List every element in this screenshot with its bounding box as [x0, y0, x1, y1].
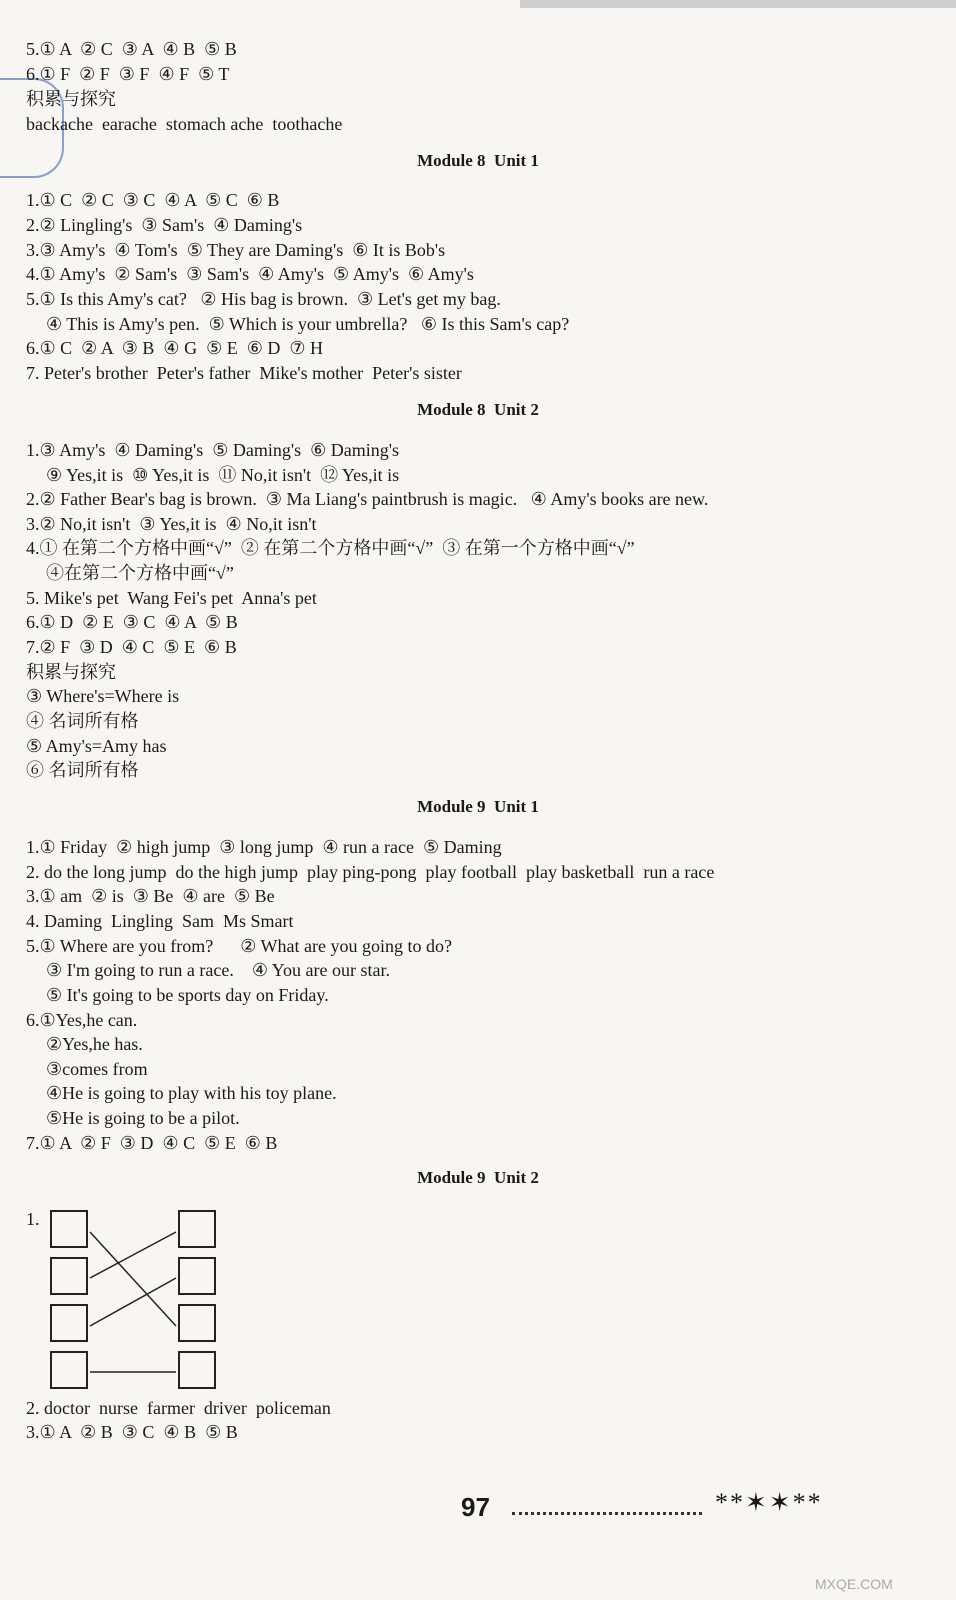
answer-line: backache earache stomach ache toothache [26, 114, 343, 134]
answer-line: 1.① Friday ② high jump ③ long jump ④ run a race ⑤ Daming [26, 837, 502, 857]
module-heading: Module 8 Unit 2 [417, 400, 539, 419]
answer-line: 2. do the long jump do the high jump play ping-pong play football play basketball run a race [26, 862, 715, 882]
answer-line: 5.① Where are you from? ② What are you going to do? [26, 936, 452, 956]
answer-line: 4. Daming Lingling Sam Ms Smart [26, 911, 294, 931]
match-line [90, 1278, 176, 1326]
section-label: 积累与探究 [26, 89, 116, 109]
star-decoration: **✶✶** [715, 1488, 823, 1517]
answer-line: ⑤ It's going to be sports day on Friday. [46, 985, 329, 1005]
answer-line: 3.③ Amy's ④ Tom's ⑤ They are Daming's ⑥ It is Bob's [26, 240, 446, 260]
answer-line: 3.② No,it isn't ③ Yes,it is ④ No,it isn't [26, 514, 317, 534]
answer-line: 6.① D ② E ③ C ④ A ⑤ B [26, 612, 238, 632]
page-number: 97 [461, 1492, 490, 1522]
answer-line: 7.① A ② F ③ D ④ C ⑤ E ⑥ B [26, 1133, 278, 1153]
answer-line: ③comes from [46, 1059, 148, 1079]
answer-line: ④ This is Amy's pen. ⑤ Which is your umbrella? ⑥ Is this Sam's cap? [46, 314, 570, 334]
answer-line: 2. doctor nurse farmer driver policeman [26, 1398, 331, 1418]
dotted-rule [512, 1512, 702, 1515]
answer-line: 6.①Yes,he can. [26, 1010, 138, 1030]
match-line [90, 1232, 176, 1326]
answer-line: 6.① F ② F ③ F ④ F ⑤ T [26, 64, 230, 84]
section-label: 积累与探究 [26, 662, 116, 682]
answer-line: 1.③ Amy's ④ Daming's ⑤ Daming's ⑥ Daming's [26, 440, 400, 460]
answer-line: ⑤He is going to be a pilot. [46, 1108, 240, 1128]
answer-line: 5.① Is this Amy's cat? ② His bag is brown. ③ Let's get my bag. [26, 289, 501, 309]
answer-line: 7. Peter's brother Peter's father Mike's mother Peter's sister [26, 363, 462, 383]
answer-line: ③ I'm going to run a race. ④ You are our star. [46, 960, 390, 980]
answer-line: ④在第二个方格中画“√” [46, 563, 234, 583]
answer-line: 6.① C ② A ③ B ④ G ⑤ E ⑥ D ⑦ H [26, 338, 323, 358]
answer-line: 3.① am ② is ③ Be ④ are ⑤ Be [26, 886, 275, 906]
answer-line: 4.① 在第二个方格中画“√” ② 在第二个方格中画“√” ③ 在第一个方格中画“√” [26, 538, 635, 558]
watermark-text: MXQE.COM [815, 1576, 893, 1592]
answer-line: ④ 名词所有格 [26, 711, 139, 731]
module-heading: Module 8 Unit 1 [417, 151, 539, 170]
answer-line: 4.① Amy's ② Sam's ③ Sam's ④ Amy's ⑤ Amy's ⑥ Amy's [26, 264, 474, 284]
module-heading: Module 9 Unit 2 [417, 1168, 539, 1187]
answer-line: 7.② F ③ D ④ C ⑤ E ⑥ B [26, 637, 237, 657]
answer-line: ④He is going to play with his toy plane. [46, 1083, 337, 1103]
answer-line: ②Yes,he has. [46, 1034, 143, 1054]
answer-line: 2.② Lingling's ③ Sam's ④ Daming's [26, 215, 303, 235]
answer-line: 3.① A ② B ③ C ④ B ⑤ B [26, 1422, 238, 1442]
answer-line: 1.① C ② C ③ C ④ A ⑤ C ⑥ B [26, 190, 280, 210]
match-line [90, 1232, 176, 1278]
answer-line: ⑥ 名词所有格 [26, 760, 139, 780]
module-heading: Module 9 Unit 1 [417, 797, 539, 816]
answer-line: ⑤ Amy's=Amy has [26, 736, 167, 756]
question-number: 1. [26, 1209, 40, 1229]
answer-line: 5.① A ② C ③ A ④ B ⑤ B [26, 39, 237, 59]
answer-line: 2.② Father Bear's bag is brown. ③ Ma Liang's paintbrush is magic. ④ Amy's books are new. [26, 489, 709, 509]
answer-line: ③ Where's=Where is [26, 686, 180, 706]
answer-line: 5. Mike's pet Wang Fei's pet Anna's pet [26, 588, 317, 608]
answer-line: ⑨ Yes,it is ⑩ Yes,it is ⑪ No,it isn't ⑫ Yes,it is [46, 465, 400, 485]
